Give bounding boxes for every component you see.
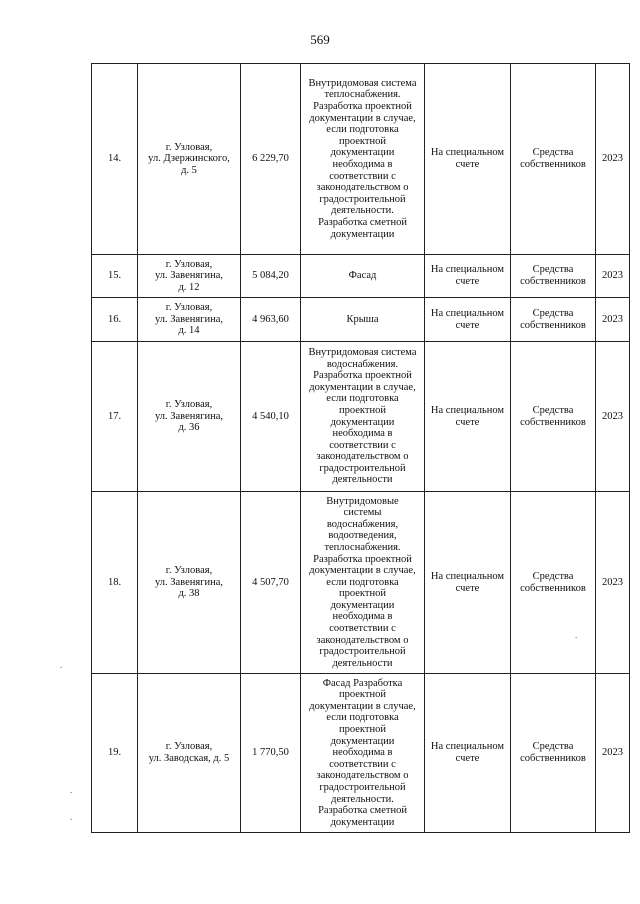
table-row (92, 298, 630, 342)
work-type-cell-line: законодательством о (316, 451, 409, 463)
work-type-cell-line: проектной (339, 404, 386, 416)
scan-mark: . (60, 660, 63, 670)
table-row (92, 492, 630, 674)
work-type-cell-line: Разработка проектной (313, 370, 412, 382)
work-type-cell-line: Крыша (346, 313, 379, 325)
address-cell-line: ул. Дзержинского, (148, 153, 230, 165)
work-type-cell-line: соответствии с (329, 439, 396, 451)
work-type-cell-line: если подготовка (326, 576, 399, 588)
address-cell-line: г. Узловая, (165, 258, 213, 270)
address-cell-line: ул. Завенягина, (154, 270, 224, 282)
funding-source-cell-line: Средства (532, 570, 574, 582)
row-number: 16. (92, 298, 138, 342)
table-row (92, 64, 630, 255)
funding-source-cell-line: Средства (532, 264, 574, 276)
address-cell (138, 298, 241, 342)
address-cell-line: д. 38 (178, 588, 200, 600)
work-type-cell-line: соответствии с (329, 170, 396, 182)
fund-method-cell-line: На специальном (430, 741, 505, 753)
address-cell-line: д. 5 (181, 164, 197, 176)
funding-source-cell-line: собственников (520, 582, 586, 594)
work-type-cell-line: деятельности. (331, 205, 394, 217)
work-type-cell-line: Внутридомовая система (308, 346, 417, 358)
funding-source-cell (511, 64, 596, 255)
work-type-cell-line: теплоснабжения. (324, 541, 401, 553)
work-type-cell-line: водоотведения, (328, 530, 397, 542)
work-type-cell-line: документации (330, 735, 395, 747)
work-type-cell (301, 64, 425, 255)
work-type-cell-line: законодательством о (316, 182, 409, 194)
work-type-cell-line: водоснабжения, (326, 518, 399, 530)
funding-source-cell (511, 255, 596, 298)
fund-method-cell-line: На специальном (430, 307, 505, 319)
funding-source-cell (511, 674, 596, 833)
area-cell: 6 229,70 (241, 64, 301, 255)
address-cell-line: ул. Заводская, д. 5 (148, 753, 230, 764)
work-type-cell (301, 298, 425, 342)
work-type-cell-line: системы (343, 507, 382, 519)
work-type-cell-line: необходима в (332, 428, 393, 440)
work-type-cell-line: законодательством о (316, 634, 409, 646)
work-type-cell-line: документации (330, 147, 395, 159)
table-row (92, 255, 630, 298)
work-type-cell-line: проектной (339, 689, 386, 701)
row-number: 14. (92, 64, 138, 255)
work-type-cell-line: Внутридомовые (326, 495, 399, 507)
fund-method-cell-line: На специальном (430, 404, 505, 416)
work-type-cell-line: законодательством о (316, 770, 409, 782)
table-body (92, 64, 630, 833)
address-cell-line: ул. Завенягина, (154, 313, 224, 325)
year-cell: 2023 (596, 255, 630, 298)
area-cell: 4 963,60 (241, 298, 301, 342)
address-cell (138, 64, 241, 255)
fund-method-cell (425, 492, 511, 674)
work-type-cell-line: Разработка сметной (318, 216, 407, 228)
fund-method-cell-line: счете (455, 319, 480, 331)
work-type-cell-line: Разработка сметной (318, 805, 407, 817)
work-type-cell-line: градостроительной (319, 781, 406, 793)
address-cell-line: д. 36 (178, 422, 200, 434)
work-type-cell-line: деятельности (332, 474, 393, 486)
row-number: 19. (92, 674, 138, 833)
scan-mark: . (70, 785, 73, 795)
work-type-cell-line: документации в случае, (309, 565, 416, 577)
area-cell: 5 084,20 (241, 255, 301, 298)
work-type-cell-line: соответствии с (329, 758, 396, 770)
work-type-cell-line: Разработка проектной (313, 101, 412, 113)
address-cell-line: д. 12 (178, 281, 200, 293)
address-cell-line: д. 14 (178, 325, 200, 337)
fund-method-cell-line: На специальном (430, 570, 505, 582)
row-number: 15. (92, 255, 138, 298)
fund-method-cell (425, 255, 511, 298)
work-type-cell-line: проектной (339, 588, 386, 600)
work-type-cell-line: необходима в (332, 159, 393, 170)
fund-method-cell (425, 64, 511, 255)
work-type-cell-line: деятельности. (331, 793, 394, 805)
work-type-cell-line: документации (330, 228, 395, 240)
address-cell (138, 492, 241, 674)
work-type-cell-line: Фасад Разработка (322, 677, 403, 689)
fund-method-cell-line: счете (455, 276, 480, 287)
table-row (92, 342, 630, 492)
area-cell: 4 507,70 (241, 492, 301, 674)
funding-source-cell-line: собственников (520, 416, 586, 428)
work-type-cell-line: необходима в (332, 747, 393, 759)
work-type-cell-line: градостроительной (319, 462, 406, 474)
funding-source-cell-line: собственников (520, 753, 586, 764)
fund-method-cell-line: счете (455, 753, 480, 764)
work-type-cell-line: деятельности (332, 657, 393, 669)
funding-source-cell-line: собственников (520, 276, 586, 287)
work-type-cell (301, 492, 425, 674)
funding-source-cell-line: Средства (532, 741, 574, 753)
funding-source-cell (511, 492, 596, 674)
work-type-cell-line: Фасад (348, 270, 377, 282)
funding-source-cell-line: Средства (532, 404, 574, 416)
work-type-cell-line: теплоснабжения. (324, 89, 401, 101)
year-cell: 2023 (596, 492, 630, 674)
work-type-cell-line: если подготовка (326, 393, 399, 405)
work-type-cell-line: Внутридомовая система (308, 77, 417, 89)
work-type-cell (301, 674, 425, 833)
funding-source-cell-line: Средства (532, 307, 574, 319)
work-type-cell-line: соответствии с (329, 623, 396, 635)
fund-method-cell-line: На специальном (430, 264, 505, 276)
year-cell: 2023 (596, 298, 630, 342)
row-number: 18. (92, 492, 138, 674)
address-cell-line: ул. Завенягина, (154, 576, 224, 588)
work-type-cell-line: градостроительной (319, 193, 406, 205)
table-row (92, 674, 630, 833)
year-cell: 2023 (596, 64, 630, 255)
work-type-cell-line: проектной (339, 724, 386, 736)
work-type-cell-line: Разработка проектной (313, 553, 412, 565)
work-type-cell-line: документации (330, 816, 395, 828)
work-type-cell-line: проектной (339, 135, 386, 147)
funding-source-cell (511, 342, 596, 492)
scan-mark: . (70, 812, 73, 822)
year-cell: 2023 (596, 342, 630, 492)
work-type-cell-line: документации (330, 416, 395, 428)
address-cell-line: г. Узловая, (165, 141, 213, 153)
fund-method-cell-line: счете (455, 416, 480, 428)
work-type-cell-line: документации (330, 599, 395, 611)
fund-method-cell (425, 342, 511, 492)
fund-method-cell-line: На специальном (430, 147, 505, 159)
repair-schedule-table (91, 63, 630, 833)
fund-method-cell (425, 674, 511, 833)
work-type-cell-line: если подготовка (326, 712, 399, 724)
fund-method-cell-line: счете (455, 582, 480, 594)
row-number: 17. (92, 342, 138, 492)
fund-method-cell-line: счете (455, 159, 480, 170)
work-type-cell-line: если подготовка (326, 124, 399, 136)
work-type-cell-line: документации в случае, (309, 700, 416, 712)
work-type-cell-line: документации в случае, (309, 381, 416, 393)
address-cell-line: г. Узловая, (165, 741, 213, 753)
address-cell (138, 255, 241, 298)
work-type-cell-line: градостроительной (319, 646, 406, 658)
funding-source-cell (511, 298, 596, 342)
area-cell: 1 770,50 (241, 674, 301, 833)
work-type-cell-line: документации в случае, (309, 112, 416, 124)
year-cell: 2023 (596, 674, 630, 833)
address-cell (138, 674, 241, 833)
page-number: 569 (310, 32, 330, 47)
work-type-cell (301, 342, 425, 492)
funding-source-cell-line: Средства (532, 147, 574, 159)
address-cell (138, 342, 241, 492)
area-cell: 4 540,10 (241, 342, 301, 492)
work-type-cell (301, 255, 425, 298)
fund-method-cell (425, 298, 511, 342)
address-cell-line: г. Узловая, (165, 399, 213, 411)
funding-source-cell-line: собственников (520, 319, 586, 331)
work-type-cell-line: водоснабжения. (326, 358, 399, 370)
scan-mark: . (575, 630, 578, 640)
address-cell-line: г. Узловая, (165, 302, 213, 314)
funding-source-cell-line: собственников (520, 159, 586, 170)
address-cell-line: ул. Завенягина, (154, 410, 224, 422)
address-cell-line: г. Узловая, (165, 565, 213, 577)
work-type-cell-line: необходима в (332, 611, 393, 623)
